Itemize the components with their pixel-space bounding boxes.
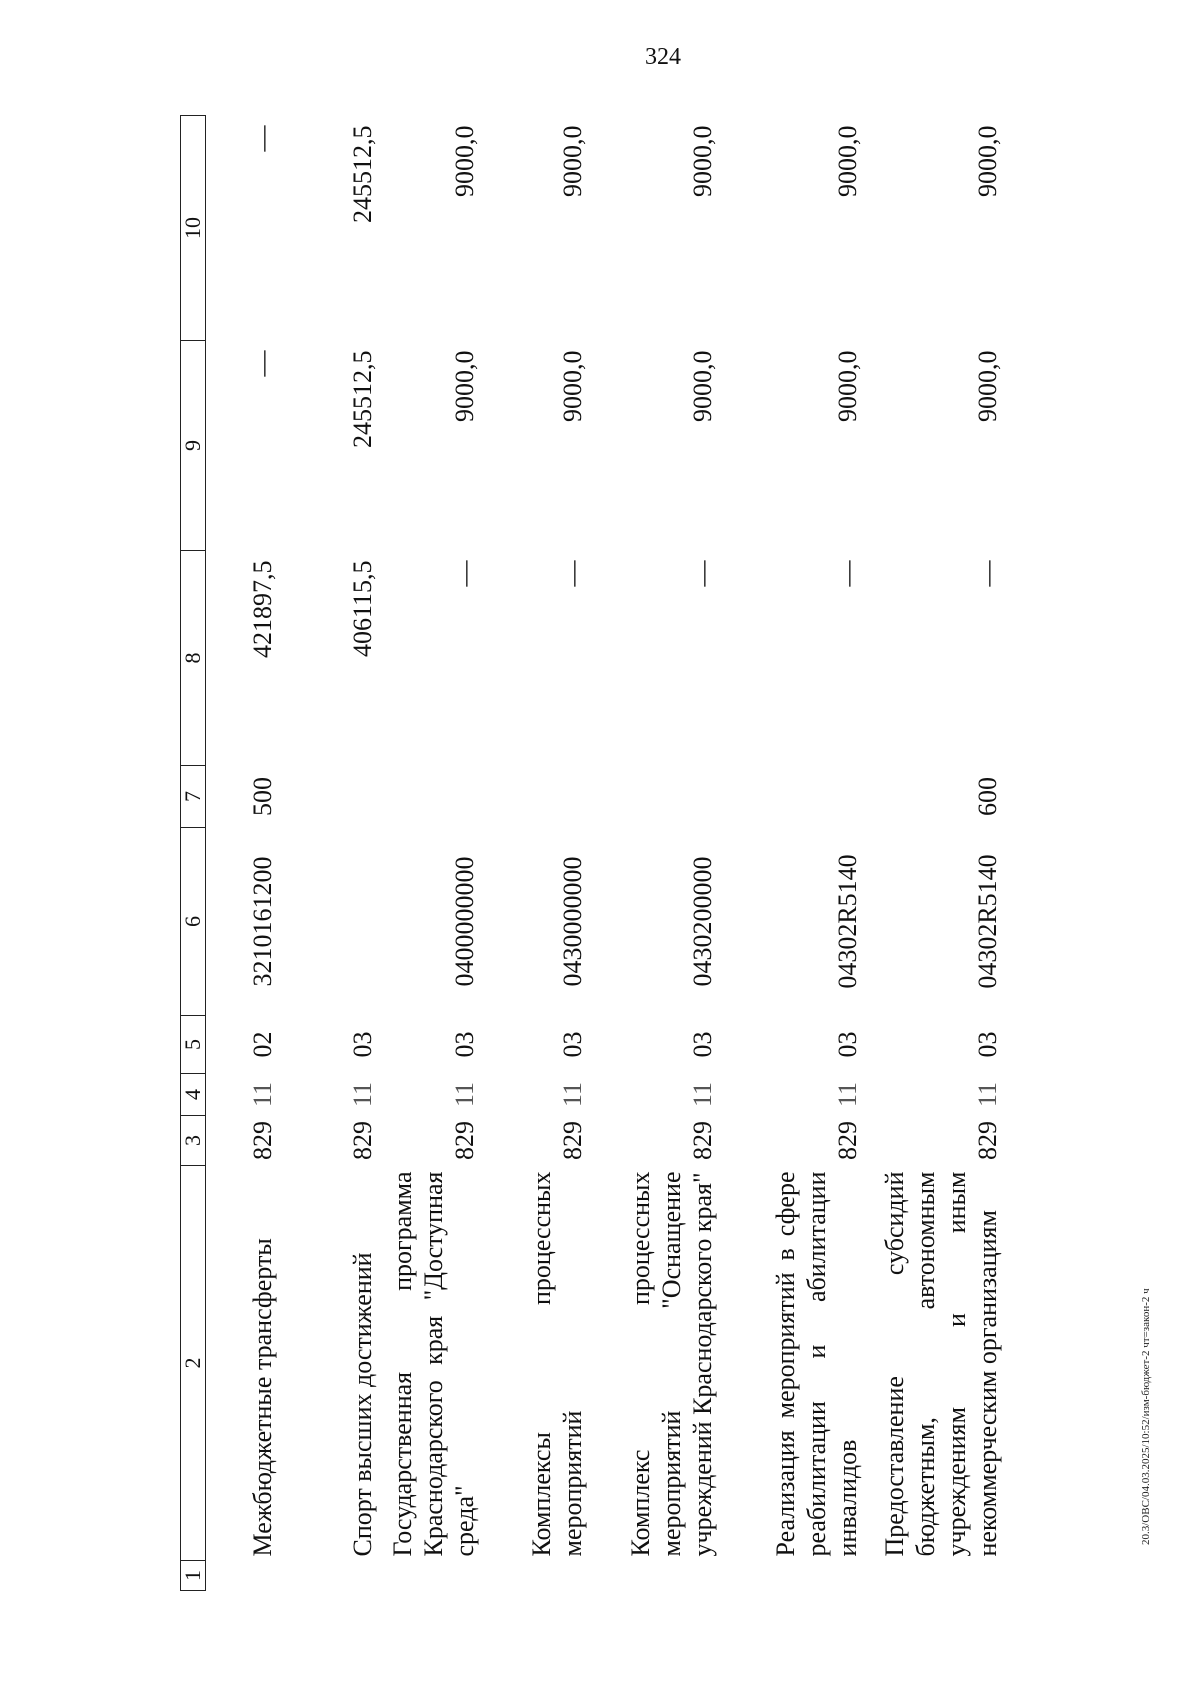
header-cell-7: 7 (181, 766, 206, 828)
target-article-code: 0400000000 (449, 856, 479, 987)
section-code: 11 (972, 1081, 1002, 1108)
amount-col8: — (449, 560, 479, 587)
row-name: Спорт высших достижений (347, 1252, 377, 1557)
amount-col10: 9000,0 (449, 125, 479, 197)
subsection-code: 03 (557, 1031, 587, 1058)
target-article-code: 0430000000 (557, 856, 587, 987)
header-cell-6: 6 (181, 828, 206, 1016)
ministry-code: 829 (449, 1121, 479, 1160)
subsection-code: 03 (832, 1031, 862, 1058)
budget-table (180, 115, 1003, 1591)
amount-col9: 245512,5 (347, 350, 377, 448)
amount-col10: 9000,0 (687, 125, 717, 197)
row-name: Комплекс процессных мероприятий "Оснащение учреждений Краснодарского края" (625, 1171, 717, 1557)
target-article-code: 3210161200 (247, 856, 277, 987)
header-cell-3: 3 (181, 1116, 206, 1166)
table-row (378, 116, 480, 1591)
row-index-cell (206, 1561, 278, 1591)
amount-col8: — (687, 560, 717, 587)
row-index-cell (480, 1561, 588, 1591)
amount-col10: 9000,0 (557, 125, 587, 197)
row-index-cell (378, 1561, 480, 1591)
expense-type-code (378, 766, 480, 828)
row-name: Реализация мероприятий в сфере реабилитации и абилитации инвалидов (770, 1171, 862, 1557)
subsection-code: 03 (687, 1031, 717, 1058)
ministry-code: 829 (687, 1121, 717, 1160)
rotated-table-wrapper (180, 116, 1002, 1591)
section-code: 11 (247, 1081, 277, 1108)
expense-type-code: 600 (972, 777, 1002, 816)
header-cell-4: 4 (181, 1074, 206, 1116)
amount-col8: — (832, 560, 862, 587)
amount-col9: — (247, 350, 277, 377)
ministry-code: 829 (832, 1121, 862, 1160)
target-article-code: 0430200000 (687, 856, 717, 987)
row-name: Предоставление субсидий бюджетным, автономным учреждениям и иным некоммерческим организациям (879, 1171, 1002, 1557)
ministry-code: 829 (972, 1121, 1002, 1160)
table-row (480, 116, 588, 1591)
table-row (206, 116, 278, 1591)
amount-col8: — (557, 560, 587, 587)
amount-col9: 9000,0 (832, 350, 862, 422)
expense-type-code (718, 766, 863, 828)
amount-col8: 421897,5 (247, 560, 277, 658)
expense-type-code (278, 766, 378, 828)
row-index-cell (588, 1561, 718, 1591)
footer-code: 20.3/ОВС/04.03.2025/10:52/изм-бюджет-2 чт=закон-2 ч (1140, 1288, 1152, 1545)
expense-type-code (588, 766, 718, 828)
amount-col9: 9000,0 (972, 350, 1002, 422)
amount-col8: — (972, 560, 1002, 587)
ministry-code: 829 (347, 1121, 377, 1160)
amount-col9: 9000,0 (449, 350, 479, 422)
row-name: Государственная программа Краснодарского края "Доступная среда" (387, 1171, 479, 1557)
table-row (863, 116, 1003, 1591)
ministry-code: 829 (557, 1121, 587, 1160)
section-code: 11 (347, 1081, 377, 1108)
amount-col10: 9000,0 (832, 125, 862, 197)
table-row (588, 116, 718, 1591)
amount-col10: 9000,0 (972, 125, 1002, 197)
section-code: 11 (449, 1081, 479, 1108)
section-code: 11 (557, 1081, 587, 1108)
row-index-cell (278, 1561, 378, 1591)
expense-type-code: 500 (247, 777, 277, 816)
header-cell-2: 2 (181, 1166, 206, 1561)
header-cell-1: 1 (181, 1561, 206, 1591)
target-article-code: 04302R5140 (832, 854, 862, 989)
section-code: 11 (832, 1081, 862, 1108)
section-code: 11 (687, 1081, 717, 1108)
header-cell-5: 5 (181, 1016, 206, 1074)
row-index-cell (718, 1561, 863, 1591)
row-index-cell (863, 1561, 1003, 1591)
amount-col9: 9000,0 (557, 350, 587, 422)
table-row (278, 116, 378, 1591)
header-cell-8: 8 (181, 551, 206, 766)
table-row (718, 116, 863, 1591)
subsection-code: 03 (347, 1031, 377, 1058)
subsection-code: 03 (449, 1031, 479, 1058)
expense-type-code (480, 766, 588, 828)
page-number: 324 (645, 44, 681, 70)
row-name: Межбюджетные трансферты (247, 1238, 277, 1557)
header-cell-10: 10 (181, 116, 206, 341)
target-article-code (278, 828, 378, 1016)
amount-col8: 406115,5 (347, 560, 377, 658)
header-cell-9: 9 (181, 341, 206, 551)
amount-col10: — (247, 125, 277, 152)
subsection-code: 02 (247, 1031, 277, 1058)
amount-col10: 245512,5 (347, 125, 377, 223)
target-article-code: 04302R5140 (972, 854, 1002, 989)
header-row (181, 116, 206, 1591)
amount-col9: 9000,0 (687, 350, 717, 422)
ministry-code: 829 (247, 1121, 277, 1160)
subsection-code: 03 (972, 1031, 1002, 1058)
row-name: Комплексы процессных мероприятий (526, 1171, 587, 1557)
